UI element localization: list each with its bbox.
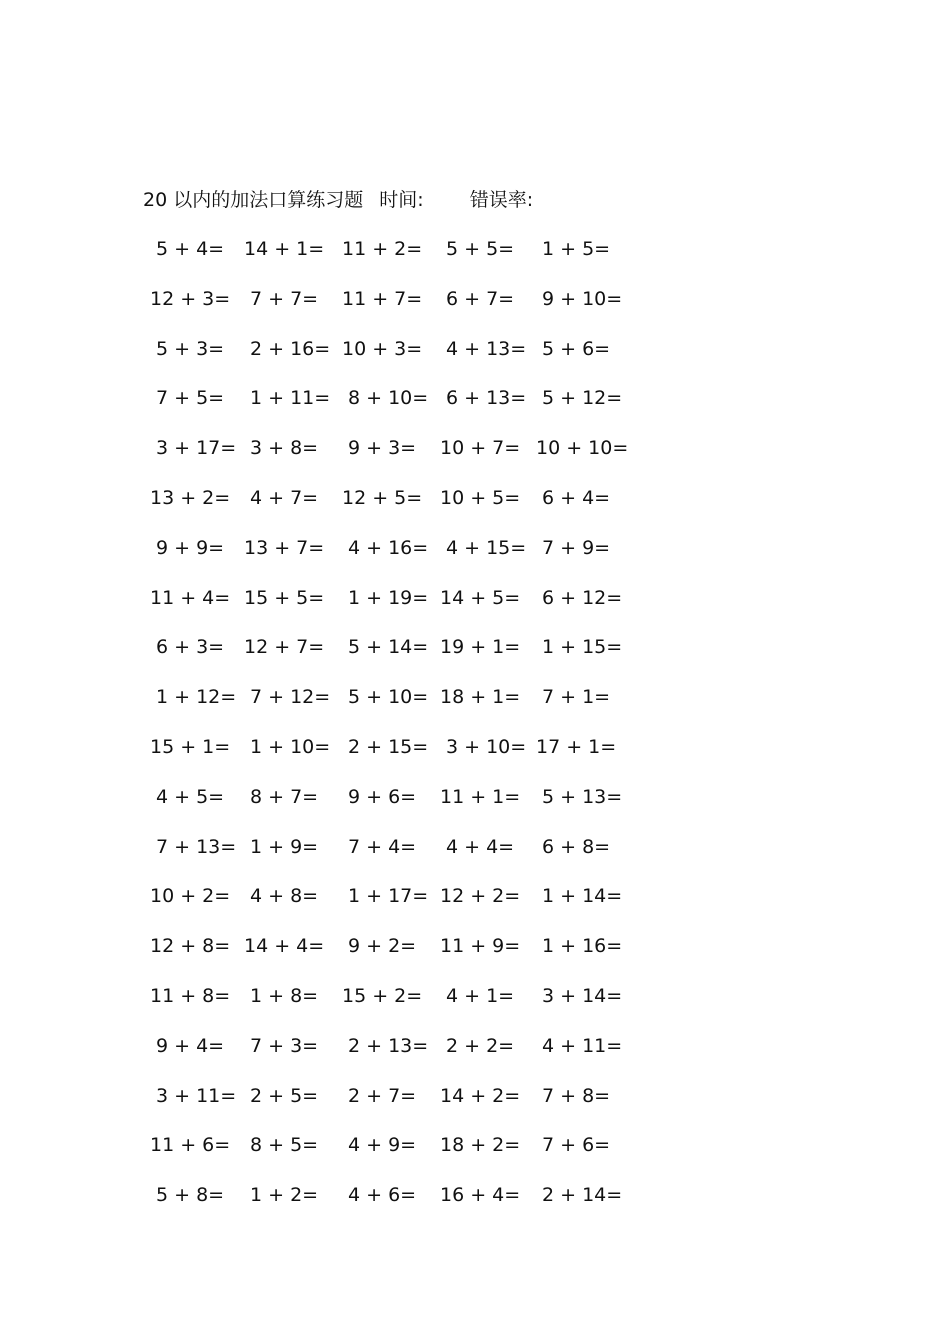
problem-item: 8 + 5= bbox=[250, 1134, 319, 1157]
problem-item: 3 + 8= bbox=[250, 437, 319, 460]
problem-item: 11 + 7= bbox=[342, 287, 423, 310]
problem-item: 14 + 2= bbox=[440, 1084, 521, 1107]
problem-item: 10 + 2= bbox=[150, 885, 231, 908]
problem-item: 5 + 4= bbox=[156, 238, 225, 260]
problem-item: 5 + 14= bbox=[348, 636, 429, 659]
problem-item: 7 + 1= bbox=[542, 686, 611, 709]
problem-item: 15 + 2= bbox=[342, 985, 423, 1007]
problem-item: 1 + 10= bbox=[250, 736, 331, 758]
problem-item: 2 + 7= bbox=[348, 1084, 417, 1107]
problem-item: 2 + 5= bbox=[250, 1084, 319, 1107]
problem-item: 10 + 3= bbox=[342, 337, 423, 360]
problem-item: 15 + 5= bbox=[244, 586, 325, 609]
problem-item: 5 + 12= bbox=[542, 387, 623, 410]
problem-item: 9 + 9= bbox=[156, 536, 225, 559]
problem-item: 7 + 6= bbox=[542, 1134, 611, 1157]
problem-item: 8 + 10= bbox=[348, 387, 429, 410]
problem-item: 11 + 8= bbox=[150, 985, 231, 1007]
problem-item: 9 + 2= bbox=[348, 935, 417, 958]
problem-item: 9 + 4= bbox=[156, 1034, 225, 1057]
error-rate-label: 错误率: bbox=[469, 189, 534, 211]
problem-item: 7 + 5= bbox=[156, 387, 225, 410]
problem-item: 11 + 1= bbox=[440, 785, 521, 808]
problem-item: 1 + 2= bbox=[250, 1184, 319, 1207]
problem-item: 18 + 1= bbox=[440, 686, 521, 709]
problem-item: 5 + 13= bbox=[542, 785, 623, 808]
problem-item: 4 + 9= bbox=[348, 1134, 417, 1157]
problem-item: 13 + 2= bbox=[150, 487, 231, 509]
problem-item: 6 + 7= bbox=[446, 287, 515, 310]
problem-item: 12 + 5= bbox=[342, 487, 423, 509]
problem-item: 14 + 5= bbox=[440, 586, 521, 609]
problem-item: 7 + 9= bbox=[542, 536, 611, 559]
problem-item: 16 + 4= bbox=[440, 1184, 521, 1207]
problem-item: 6 + 12= bbox=[542, 586, 623, 609]
problem-item: 1 + 5= bbox=[542, 238, 611, 260]
problem-item: 2 + 2= bbox=[446, 1034, 515, 1057]
problem-item: 4 + 8= bbox=[250, 885, 319, 908]
problem-item: 5 + 6= bbox=[542, 337, 611, 360]
problem-item: 5 + 8= bbox=[156, 1184, 225, 1207]
problem-item: 1 + 11= bbox=[250, 387, 331, 410]
problem-item: 4 + 16= bbox=[348, 536, 429, 559]
problem-item: 12 + 7= bbox=[244, 636, 325, 659]
problem-item: 9 + 3= bbox=[348, 437, 417, 460]
problem-item: 10 + 10= bbox=[536, 437, 629, 460]
problem-item: 15 + 1= bbox=[150, 736, 231, 758]
problem-item: 19 + 1= bbox=[440, 636, 521, 659]
problem-item: 3 + 14= bbox=[542, 985, 623, 1007]
problem-item: 18 + 2= bbox=[440, 1134, 521, 1157]
problem-item: 5 + 3= bbox=[156, 337, 225, 360]
problem-item: 11 + 4= bbox=[150, 586, 231, 609]
problem-item: 12 + 2= bbox=[440, 885, 521, 908]
problem-item: 11 + 2= bbox=[342, 238, 423, 260]
problem-item: 4 + 5= bbox=[156, 785, 225, 808]
problem-item: 8 + 7= bbox=[250, 785, 319, 808]
problem-item: 3 + 17= bbox=[156, 437, 237, 460]
problem-item: 11 + 9= bbox=[440, 935, 521, 958]
problem-item: 2 + 14= bbox=[542, 1184, 623, 1207]
problem-item: 1 + 9= bbox=[250, 835, 319, 858]
problem-item: 4 + 6= bbox=[348, 1184, 417, 1207]
problem-item: 17 + 1= bbox=[536, 736, 617, 758]
problem-item: 3 + 11= bbox=[156, 1084, 237, 1107]
problem-item: 5 + 5= bbox=[446, 238, 515, 260]
problem-item: 14 + 1= bbox=[244, 238, 325, 260]
problem-item: 12 + 3= bbox=[150, 287, 231, 310]
problem-item: 6 + 3= bbox=[156, 636, 225, 659]
problem-item: 2 + 16= bbox=[250, 337, 331, 360]
problem-item: 7 + 12= bbox=[250, 686, 331, 709]
problem-item: 1 + 12= bbox=[156, 686, 237, 709]
problem-item: 1 + 8= bbox=[250, 985, 319, 1007]
problem-item: 2 + 13= bbox=[348, 1034, 429, 1057]
problem-item: 10 + 5= bbox=[440, 487, 521, 509]
problem-item: 9 + 6= bbox=[348, 785, 417, 808]
problem-item: 4 + 13= bbox=[446, 337, 527, 360]
time-label: 时间: bbox=[379, 189, 424, 211]
problem-item: 11 + 6= bbox=[150, 1134, 231, 1157]
problem-item: 7 + 4= bbox=[348, 835, 417, 858]
problem-item: 3 + 10= bbox=[446, 736, 527, 758]
problem-item: 4 + 4= bbox=[446, 835, 515, 858]
problem-item: 7 + 7= bbox=[250, 287, 319, 310]
problem-item: 1 + 16= bbox=[542, 935, 623, 958]
problem-item: 1 + 14= bbox=[542, 885, 623, 908]
problem-item: 12 + 8= bbox=[150, 935, 231, 958]
problem-item: 10 + 7= bbox=[440, 437, 521, 460]
problem-item: 14 + 4= bbox=[244, 935, 325, 958]
worksheet-header bbox=[143, 187, 533, 213]
problem-item: 4 + 15= bbox=[446, 536, 527, 559]
problem-item: 6 + 4= bbox=[542, 487, 611, 509]
problem-item: 7 + 8= bbox=[542, 1084, 611, 1107]
problem-item: 6 + 8= bbox=[542, 835, 611, 858]
problem-item: 6 + 13= bbox=[446, 387, 527, 410]
problem-item: 7 + 3= bbox=[250, 1034, 319, 1057]
problem-item: 1 + 17= bbox=[348, 885, 429, 908]
problem-item: 4 + 11= bbox=[542, 1034, 623, 1057]
problem-item: 7 + 13= bbox=[156, 835, 237, 858]
worksheet-title: 20 以内的加法口算练习题 bbox=[143, 189, 364, 211]
problem-item: 1 + 19= bbox=[348, 586, 429, 609]
problem-item: 1 + 15= bbox=[542, 636, 623, 659]
problem-item: 2 + 15= bbox=[348, 736, 429, 758]
problem-item: 13 + 7= bbox=[244, 536, 325, 559]
problem-item: 9 + 10= bbox=[542, 287, 623, 310]
problem-item: 5 + 10= bbox=[348, 686, 429, 709]
problem-item: 4 + 1= bbox=[446, 985, 515, 1007]
problem-item: 4 + 7= bbox=[250, 487, 319, 509]
